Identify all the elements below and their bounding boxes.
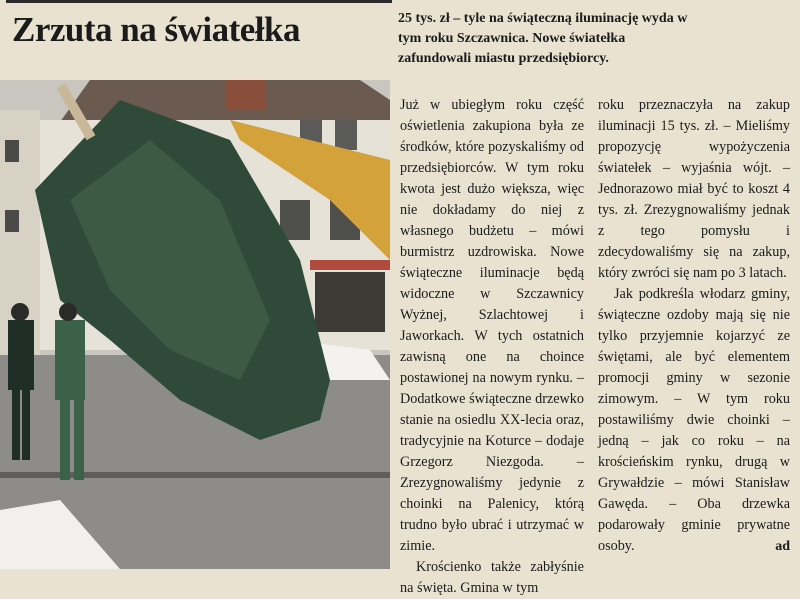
column-2-paragraph-2: Jak podkreśla włodarz gminy, świąteczne ozdoby mają się nie tylko przyjemnie kojarzyć ze świętami, ale być elementem promocji gminy w sezonie zimowym. – W tym roku postawiliśmy dwie choinki – jedną – jak co roku – na krościeńskim rynku, drugą w Grywałdzie – mówi Stanisław Gawęda. – Oba drzewka podarowały gminie prywatne osoby. bbox=[598, 286, 790, 554]
author-signature: ad bbox=[775, 539, 790, 554]
photo-illustration bbox=[0, 80, 390, 569]
headline: Zrzuta na światełka bbox=[12, 10, 300, 49]
article-column-1 bbox=[400, 95, 584, 599]
article-column-2 bbox=[598, 95, 790, 557]
lead-paragraph: 25 tys. zł – tyle na świąteczną iluminację wyda w tym roku Szczawnica. Nowe światełka zafundowali miastu przedsiębiorcy. bbox=[398, 11, 688, 66]
column-2-paragraph-1: roku przeznaczyła na zakup iluminacji 15 tys. zł. – Mieliśmy propozycję wypożyczenia światełek – wyjaśnia wójt. – Jednorazowo miał być to koszt 4 tys. zł. Zrezygnowaliśmy jednak z tego pomysłu i zdecydowaliśmy się na zakup, który zwróci się nam po 3 latach. bbox=[598, 97, 790, 281]
column-1-paragraph-1: Już w ubiegłym roku część oświetlenia zakupiona była ze środków, które pozyskaliśmy od przedsiębiorców. W tym roku kwota jest dużo większa, więc nie dokładamy do niej z własnego budżetu – mówi burmistrz uzdrowiska. Nowe świąteczne iluminacje będą widoczne w Szczawnicy Wyżnej, Szlachtowej i Jaworkach. W tych ostatnich zawisną one na choince postawionej na nowym rynku. – Dodatkowe świąteczne drzewko stanie na osiedlu XX-lecia oraz, tradycyjnie na Koturce – dodaje Grzegorz Niezgoda. – Zrezygnowaliśmy jedynie z choinki na Palenicy, którą trudno było ubrać i utrzymać w zimie. bbox=[400, 97, 584, 554]
photo-christmas-tree bbox=[0, 80, 390, 569]
column-1-paragraph-2: Krościenko także zabłyśnie na święta. Gmina w tym bbox=[400, 559, 584, 596]
headline-rule bbox=[6, 0, 392, 3]
